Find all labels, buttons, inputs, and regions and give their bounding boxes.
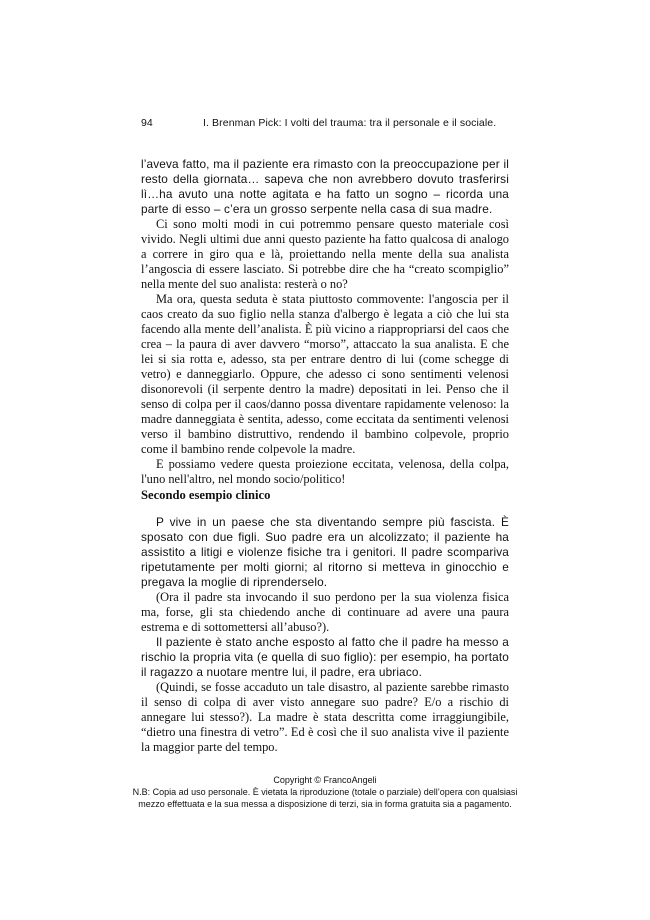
paragraph-swimming: Il paziente è stato anche esposto al fatto che il padre ha messo a rischio la propria vita (e quella di suo figlio): per esempio, ha portato il ragazzo a nuotare mentre lui, il padre, era ubriaco. bbox=[141, 635, 509, 679]
running-header bbox=[141, 117, 521, 133]
notice-line-2: mezzo effettuata e la sua messa a disposizione di terzi, sia in forma gratuita sia a pagamento. bbox=[138, 799, 512, 809]
paragraph-father-plea: (Ora il padre sta invocando il suo perdono per la sua violenza fisica ma, forse, gli sta chiedendo anche di continuare ad avere una paura estrema e di sottomettersi all’abuso?). bbox=[141, 590, 509, 634]
notice-line-1: N.B: Copia ad uso personale. È vietata la riproduzione (totale o parziale) dell’opera con qualsiasi bbox=[132, 787, 518, 797]
running-title: I. Brenman Pick: I volti del trauma: tra il personale e il sociale. bbox=[203, 117, 497, 129]
section-2-body bbox=[141, 515, 509, 755]
paragraph-session: Ma ora, questa seduta è stata piuttosto commovente: l'angoscia per il caos creato da suo figlio nella stanza d'albergo è legata a ciò che lui sta facendo alla mente dell’analista. È più vicino a riappropriarsi del caos che crea – la paura di aver davvero “morso”, attaccato la sua analista. E che lei si sia rotta e, adesso, sta per entrare dentro di lui (come schegge di vetro) e danneggiarlo. Oppure, che adesso ci sono sentimenti velenosi disonorevoli (il serpente dentro la madre) depositati in lei. Penso che il senso di colpa per il caos/danno possa diventare rapidamente velenoso: la madre danneggiata è sentita, adesso, come eccitata da sentimenti velenosi verso il bambino distruttivo, rendendo il bambino colpevole, proprio come il bambino rende colpevole la madre. bbox=[141, 292, 509, 456]
copyright-line: Copyright © FrancoAngeli bbox=[273, 775, 377, 785]
paragraph-dream: l’aveva fatto, ma il paziente era rimasto con la preoccupazione per il resto della giornata… sapeva che non avrebbero dovuto trasferirsi lì…ha avuto una notte agitata e ha fatto un sogno – ricorda una parte di esso – c’era un grosso serpente nella casa di sua madre. bbox=[141, 157, 509, 216]
copyright-footer bbox=[0, 774, 650, 810]
paragraph-projection: E possiamo vedere questa proiezione eccitata, velenosa, della colpa, l'uno nell'altro, nel mondo socio/politico! bbox=[141, 457, 509, 486]
page-number: 94 bbox=[141, 117, 153, 129]
section-2-title: Secondo esempio clinico bbox=[141, 488, 271, 502]
section-1-body bbox=[141, 157, 509, 487]
paragraph-interpretation: Ci sono molti modi in cui potremmo pensare questo materiale così vivido. Negli ultimi due anni questo paziente ha fatto qualcosa di analogo a correre in giro qua e là, proiettando nella mente della sua analista l’angoscia di essere lasciato. Si potrebbe dire che ha “creato scompiglio” nella mente del suo analista: resterà o no? bbox=[141, 217, 509, 291]
paragraph-guilt: (Quindi, se fosse accaduto un tale disastro, al paziente sarebbe rimasto il senso di colpa di aver visto annegare suo padre? E/o a rischio di annegare lui stesso?). La madre è stata descritta come irraggiungibile, “dietro una finestra di vetro”. Ed è così che il suo analista vive il paziente la maggior parte del tempo. bbox=[141, 680, 509, 754]
paragraph-patient-history: P vive in un paese che sta diventando sempre più fascista. È sposato con due figli. Suo padre era un alcolizzato; il paziente ha assistito a litigi e violenze fisiche tra i genitori. Il padre scompariva ripetutamente per molti giorni; al ritorno si metteva in ginocchio e pregava la moglie di riprenderselo. bbox=[141, 515, 509, 589]
